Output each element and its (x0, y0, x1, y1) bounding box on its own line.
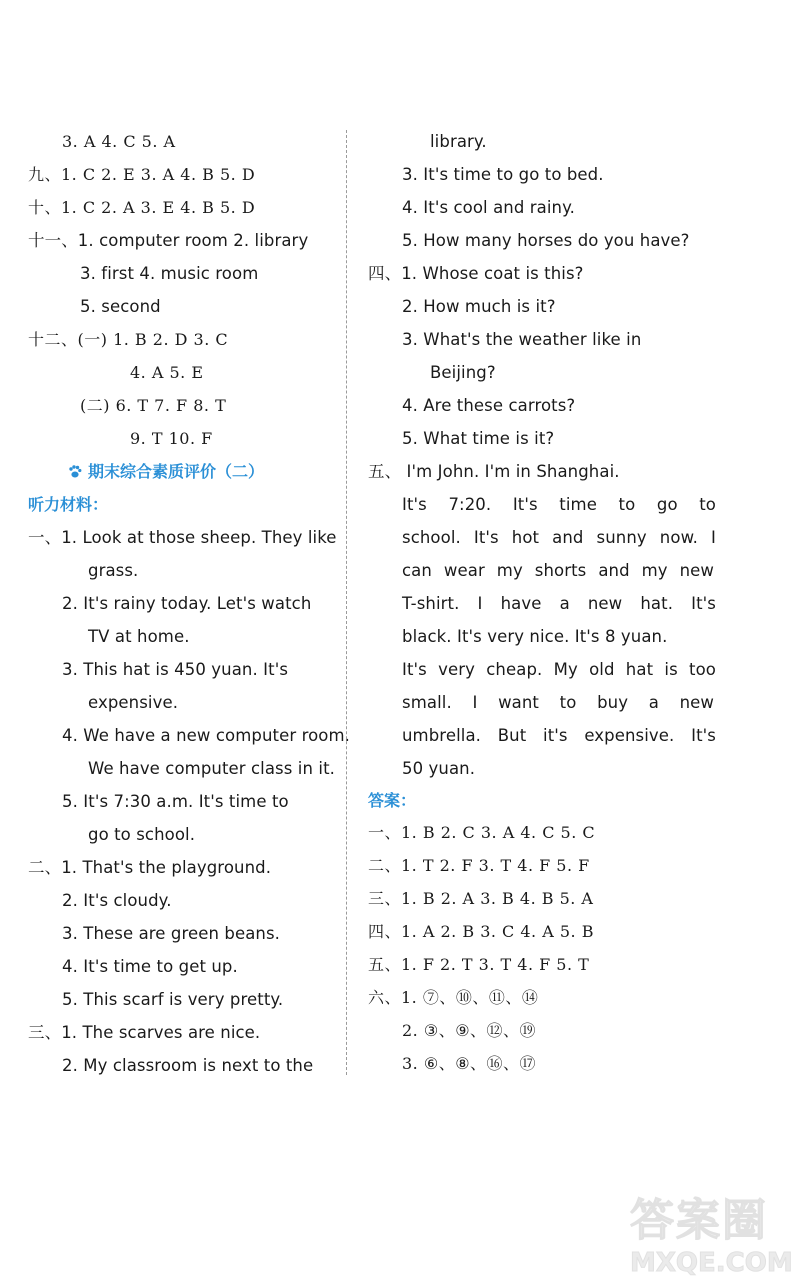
column-divider (346, 130, 347, 1075)
listening-line: 2. It's rainy today. Let's watch (62, 594, 312, 613)
listening-line: 4. It's time to get up. (62, 957, 238, 976)
listening-line: 5. How many horses do you have? (402, 231, 690, 250)
answer-line: 2. ③、⑨、⑫、⑲ (402, 1021, 537, 1040)
answer-line: 一、1. B 2. C 3. A 4. C 5. C (368, 823, 596, 842)
listening-line: 3. It's time to go to bed. (402, 165, 604, 184)
answer-line: 3. A 4. C 5. A (62, 132, 176, 151)
watermark-url: MXQE.COM (630, 1248, 793, 1278)
listening-line: 3. These are green beans. (62, 924, 281, 943)
watermark (630, 1184, 800, 1278)
answer-line: 9. T 10. F (130, 429, 213, 448)
listening-line: 5. What time is it? (402, 429, 555, 448)
listening-line: 二、1. That's the playground. (28, 858, 272, 877)
section-title-text: 期末综合素质评价（二） (88, 462, 265, 481)
paw-icon (68, 465, 82, 479)
answer-line: 3. first 4. music room (80, 264, 259, 283)
answer-line: 九、1. C 2. E 3. A 4. B 5. D (28, 165, 256, 184)
listening-line: It's 7:20. It's time to go to (402, 495, 716, 514)
listening-line: library. (430, 132, 487, 151)
listening-line: go to school. (88, 825, 196, 844)
listening-line: 3. This hat is 450 yuan. It's (62, 660, 289, 679)
answer-line: 六、1. ⑦、⑩、⑪、⑭ (368, 988, 539, 1007)
listening-line: 3. What's the weather like in (402, 330, 642, 349)
answer-line: 十一、1. computer room 2. library (28, 231, 309, 250)
answer-line: 四、1. A 2. B 3. C 4. A 5. B (368, 922, 594, 941)
listening-line: 2. How much is it? (402, 297, 556, 316)
listening-line: 五、 I'm John. I'm in Shanghai. (368, 462, 620, 481)
listening-line: 一、1. Look at those sheep. They like (28, 528, 337, 547)
answer-line: 五、1. F 2. T 3. T 4. F 5. T (368, 955, 590, 974)
listening-line: 四、1. Whose coat is this? (368, 264, 584, 283)
section-title (68, 455, 264, 488)
listening-line: expensive. (88, 693, 179, 712)
listening-line: It's very cheap. My old hat is too (402, 660, 716, 679)
listening-line: grass. (88, 561, 139, 580)
answer-line: 十、1. C 2. A 3. E 4. B 5. D (28, 198, 256, 217)
listening-line: school. It's hot and sunny now. I (402, 528, 716, 547)
listening-line: umbrella. But it's expensive. It's (402, 726, 716, 745)
listening-line: small. I want to buy a new (402, 693, 714, 712)
answer-line: (二) 6. T 7. F 8. T (80, 396, 227, 415)
listening-line: Beijing? (430, 363, 496, 382)
listening-line: 2. My classroom is next to the (62, 1056, 314, 1075)
listening-line: 5. It's 7:30 a.m. It's time to (62, 792, 289, 811)
answer-line: 十二、(一) 1. B 2. D 3. C (28, 330, 229, 349)
watermark-logo: 答案圈 (630, 1195, 768, 1246)
answer-line: 三、1. B 2. A 3. B 4. B 5. A (368, 889, 594, 908)
listening-line: 4. We have a new computer room. (62, 726, 351, 745)
listening-line: 4. It's cool and rainy. (402, 198, 575, 217)
listening-line: We have computer class in it. (88, 759, 335, 778)
listening-line: TV at home. (88, 627, 190, 646)
listening-line: can wear my shorts and my new (402, 561, 714, 580)
listening-line: 50 yuan. (402, 759, 476, 778)
listening-line: 4. Are these carrots? (402, 396, 576, 415)
listening-line: 5. This scarf is very pretty. (62, 990, 284, 1009)
listening-line: T-shirt. I have a new hat. It's (402, 594, 716, 613)
listening-line: black. It's very nice. It's 8 yuan. (402, 627, 668, 646)
listening-line: 三、1. The scarves are nice. (28, 1023, 261, 1042)
answer-line: 二、1. T 2. F 3. T 4. F 5. F (368, 856, 590, 875)
answer-line: 3. ⑥、⑧、⑯、⑰ (402, 1054, 537, 1073)
answer-line: 5. second (80, 297, 161, 316)
answers-label: 答案： (368, 791, 417, 810)
listening-line: 2. It's cloudy. (62, 891, 172, 910)
listening-label: 听力材料： (28, 495, 109, 514)
answer-line: 4. A 5. E (130, 363, 204, 382)
